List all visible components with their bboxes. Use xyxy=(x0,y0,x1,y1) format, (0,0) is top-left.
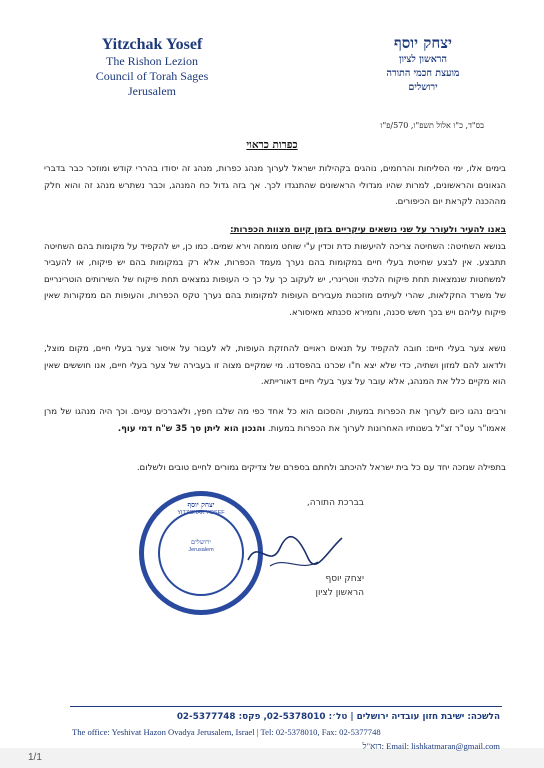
seal-inner-ring xyxy=(158,510,244,596)
letterhead-he-name: יצחק יוסף xyxy=(394,34,452,52)
letterhead-he-line3: ירושלים xyxy=(408,82,438,93)
paragraph-blessing: בתפילה שנזכה יחד עם כל בית ישראל להיכתב ולחתם בספרם של צדיקים גמורים לחיים טובים ולשלום. xyxy=(136,463,506,473)
paragraph-slaughter xyxy=(44,222,506,321)
letterhead-en-line2: Council of Torah Sages xyxy=(95,69,209,83)
letterhead-hebrew xyxy=(368,34,478,95)
closing-text: בברכת התורה, xyxy=(306,498,364,508)
footer-divider xyxy=(70,706,502,707)
footer-english-address: The office: Yeshivat Hazon Ovadya Jerusalem, Israel | Tel: 02-5378010, Fax: 02-5377748 xyxy=(72,727,381,737)
letter-date: בס"ד, כ"ו אלול תשפ"ו, 570/פ"ו xyxy=(380,121,484,130)
seal-english-name: YITZCHAK YOSEF xyxy=(177,510,225,516)
letter-title: כפרות כראוי xyxy=(246,139,298,151)
page-indicator: 1/1 xyxy=(28,752,42,763)
seal-hebrew-name: יצחק יוסף xyxy=(187,500,215,509)
paragraph-intro: בימים אלו, ימי הסליחות והרחמים, נוהגים בקהילות ישראל לערוך מנהג כפרות, מנהג זה יסודו בהררי קודש ומוזכר כבר בדברי הגאונים והראשונים, למרות שהיו מגדולי הראשונים שהתנגדו לכך. אך בזה גדול כח המנהג, וכבר נשתרש מנהג זה והוא חלק מההכנה לקראת יום הכיפורים. xyxy=(44,164,506,207)
paragraph-lead: באנו להעיר ולעורר על שני נושאים עיקריים בזמן קיום מצוות הכפרות: xyxy=(230,225,506,235)
signature-block xyxy=(316,572,365,600)
letterhead-en-name: Yitzchak Yosef xyxy=(101,36,203,53)
signature-name: יצחק יוסף xyxy=(325,574,364,584)
paragraph-money-highlight: והנכון הוא ליתן סך 35 ש"ח דמי עוף. xyxy=(117,423,266,434)
footer-email: Email: lishkatmaran@gmail.com :דוא"ל xyxy=(362,741,500,751)
letterhead-he-line2: מועצת חכמי התורה xyxy=(386,68,460,79)
paragraph-slaughter-body: בנושא השחיטה: השחיטה צריכה להיעשות כדת וכדין ע"י שוחט מומחה וירא שמים. כמו כן, יש להקפיד על מקומות בהם השחיטה תתבצע. אין לבצע שחיטת בעלי חיים במקומות בהם נערך מעמד הכפרות, אלא רק במקומות בהם יש פיקוח, או להעביר למשחטות שנמצאות תחת פיקוח הלכתי ווטרינרי, יש לעקוב כך על כך כי העופות נמצאים תחת פיקוח של השירותים הוטרינריים של משרד החקלאות, שהרי לעיתים מוזכנות מעבירים העופות למקומות בהם נערך טקס הכפרות, והעופות הם ממקורות שאין פיקוח עליהם ויש בכך חשש סכנה, וחמירא סכנתא מאיסורא. xyxy=(44,241,506,318)
seal-english-city: Jerusalem xyxy=(188,547,214,553)
footer-hebrew-address: הלשכה: ישיבת חזון עובדיה ירושלים | טל׳: 02-5378010, פקס: 02-5377748 xyxy=(176,712,500,722)
letterhead-en-line1: The Rishon Lezion xyxy=(106,54,198,68)
letterhead-he-line1: הראשון לציון xyxy=(399,54,447,65)
paragraph-animal-welfare: נושא צער בעלי חיים: חובה להקפיד על תנאים ראויים להחזקת העופות, לא לעבור על איסור צער בעלי חיים, מקום מוצל, ולדאוג להם למזון ושתיה, כדי שלא יצא ח"ו שכרנו בהפסדנו. מי שמקיים מצוה זו בעבירה של צער בעלי חיים, אנו חוששים שאין הוא מקיים כלל את המנהג, אלא עובר על צער בעלי חיים דאורייתא. xyxy=(44,344,506,387)
letterhead-en-line3: Jerusalem xyxy=(128,84,176,98)
letterhead-english xyxy=(82,36,222,99)
handwritten-signature xyxy=(240,520,350,580)
paragraph-money-body: ורבים נהגו כיום לערוך את הכפרות במעות, והסכום הוא כל אחד כפי מה שלבו חפץ, ולאברכים עניים. וכך היה מנהגו של מרן אאמו"ר עט"ר זצ"ל בשנותיו האחרונות לערוך את הכפרות במעות. xyxy=(44,407,506,434)
seal-hebrew-city: ירושלים xyxy=(191,538,211,546)
signature-title: הראשון לציון xyxy=(315,588,364,598)
paragraph-money xyxy=(44,404,506,437)
